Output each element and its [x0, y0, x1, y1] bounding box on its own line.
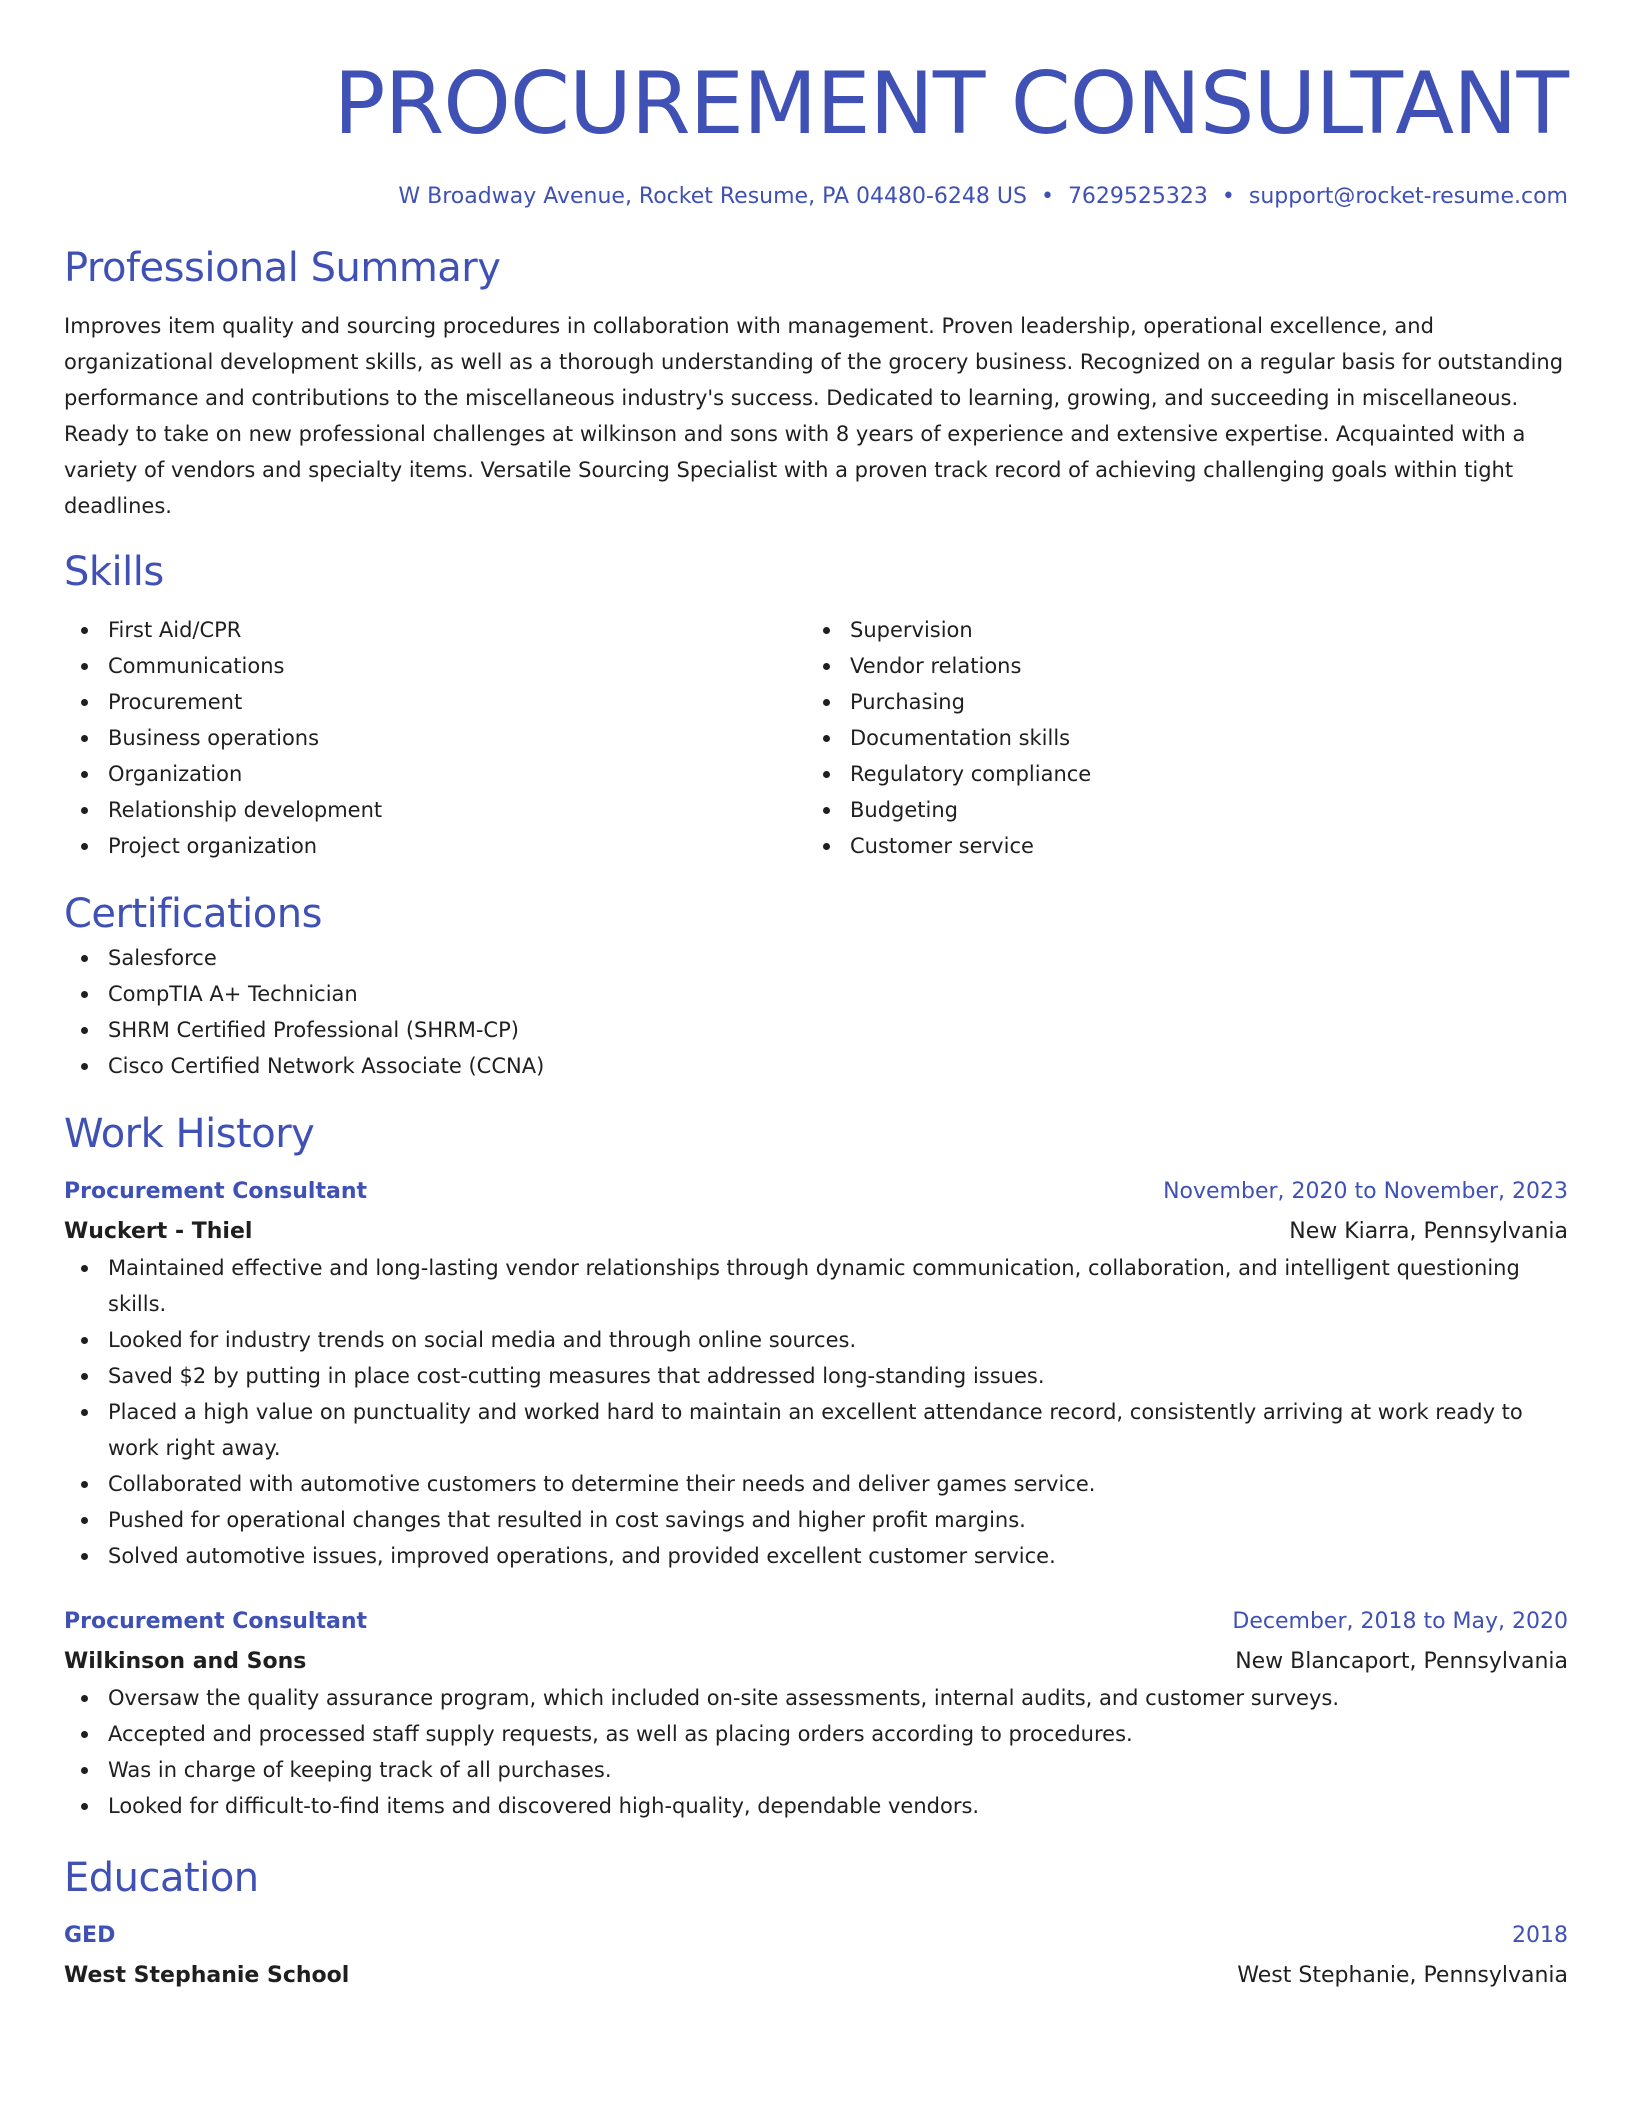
contact-email: support@rocket-resume.com	[1248, 184, 1568, 209]
education-year: 2018	[1512, 1923, 1568, 1948]
contact-separator: •	[1040, 184, 1054, 209]
contact-separator: •	[1221, 184, 1235, 209]
skill-item: Project organization	[64, 828, 806, 864]
skill-item: Customer service	[806, 828, 1548, 864]
skills-column-left	[64, 612, 806, 864]
job-dates: December, 2018 to May, 2020	[1232, 1609, 1568, 1634]
skill-item: First Aid/CPR	[64, 612, 806, 648]
job-role: Procurement Consultant	[64, 1609, 368, 1634]
contact-phone: 7629525323	[1067, 184, 1208, 209]
job-bullet: Maintained effective and long-lasting vendor relationships through dynamic communication, collaboration, and intelligent questioning skills.	[64, 1250, 1568, 1322]
skill-item: Supervision	[806, 612, 1548, 648]
skills-column-right	[806, 612, 1548, 864]
job-bullets	[64, 1250, 1568, 1574]
education-entry	[64, 1918, 1568, 1994]
job-subheader	[64, 1210, 1568, 1250]
skill-item: Vendor relations	[806, 648, 1548, 684]
skill-item: Relationship development	[64, 792, 806, 828]
skill-item: Budgeting	[806, 792, 1548, 828]
job-location: New Blancaport, Pennsylvania	[1235, 1649, 1568, 1674]
education-header	[64, 1918, 1568, 1954]
education-degree: GED	[64, 1923, 116, 1948]
job-company: Wuckert - Thiel	[64, 1219, 253, 1244]
summary-heading: Professional Summary	[64, 245, 501, 291]
contact-address: W Broadway Avenue, Rocket Resume, PA 04480-6248 US	[398, 184, 1027, 209]
skill-item: Communications	[64, 648, 806, 684]
certification-item: CompTIA A+ Technician	[64, 976, 1568, 1012]
job-bullet: Collaborated with automotive customers to determine their needs and deliver games service.	[64, 1466, 1568, 1502]
certifications-list	[64, 940, 1568, 1084]
certifications-heading: Certifications	[64, 891, 322, 937]
work-history-heading: Work History	[64, 1111, 315, 1157]
job-bullet: Saved $2 by putting in place cost-cutting measures that addressed long-standing issues.	[64, 1358, 1568, 1394]
skills-heading: Skills	[64, 549, 164, 595]
certification-item: Salesforce	[64, 940, 1568, 976]
job-header	[64, 1604, 1568, 1640]
job-bullet: Accepted and processed staff supply requests, as well as placing orders according to procedures.	[64, 1716, 1568, 1752]
summary-text: Improves item quality and sourcing procedures in collaboration with management. Proven leadership, operational excellence, and organizational development skills, as well as a thorough understanding of the grocery business. Recognized on a regular basis for outstanding performance and contributions to the miscellaneous industry's success. Dedicated to learning, growing, and succeeding in miscellaneous. Ready to take on new professional challenges at wilkinson and sons with 8 years of experience and extensive expertise. Acquainted with a variety of vendors and specialty items. Versatile Sourcing Specialist with a proven track record of achieving challenging goals within tight deadlines.	[64, 314, 1564, 518]
skills-grid	[64, 612, 1568, 864]
job-subheader	[64, 1640, 1568, 1680]
education-school: West Stephanie School	[64, 1963, 350, 1988]
job-bullet: Oversaw the quality assurance program, which included on-site assessments, internal audits, and customer surveys.	[64, 1680, 1568, 1716]
certification-item: Cisco Certified Network Associate (CCNA)	[64, 1048, 1568, 1084]
contact-line	[64, 182, 1568, 212]
education-subheader	[64, 1954, 1568, 1994]
job-dates: November, 2020 to November, 2023	[1163, 1179, 1568, 1204]
job-bullet: Looked for industry trends on social media and through online sources.	[64, 1322, 1568, 1358]
job-bullet: Pushed for operational changes that resulted in cost savings and higher profit margins.	[64, 1502, 1568, 1538]
job-bullet: Solved automotive issues, improved operations, and provided excellent customer service.	[64, 1538, 1568, 1574]
job-role: Procurement Consultant	[64, 1179, 368, 1204]
job-bullet: Placed a high value on punctuality and worked hard to maintain an excellent attendance record, consistently arriving at work ready to work right away.	[64, 1394, 1568, 1466]
skill-item: Documentation skills	[806, 720, 1548, 756]
skill-item: Business operations	[64, 720, 806, 756]
job-location: New Kiarra, Pennsylvania	[1289, 1219, 1568, 1244]
certification-item: SHRM Certified Professional (SHRM-CP)	[64, 1012, 1568, 1048]
education-location: West Stephanie, Pennsylvania	[1237, 1963, 1568, 1988]
job-bullet: Was in charge of keeping track of all purchases.	[64, 1752, 1568, 1788]
job-company: Wilkinson and Sons	[64, 1649, 307, 1674]
skill-item: Purchasing	[806, 684, 1548, 720]
job-header	[64, 1174, 1568, 1210]
job-bullet: Looked for difficult-to-find items and discovered high-quality, dependable vendors.	[64, 1788, 1568, 1824]
skill-item: Organization	[64, 756, 806, 792]
education-heading: Education	[64, 1855, 259, 1901]
skill-item: Procurement	[64, 684, 806, 720]
skill-item: Regulatory compliance	[806, 756, 1548, 792]
job-entry	[64, 1174, 1568, 1574]
job-entry	[64, 1604, 1568, 1824]
job-bullets	[64, 1680, 1568, 1824]
resume-title: PROCUREMENT CONSULTANT	[333, 54, 1568, 154]
